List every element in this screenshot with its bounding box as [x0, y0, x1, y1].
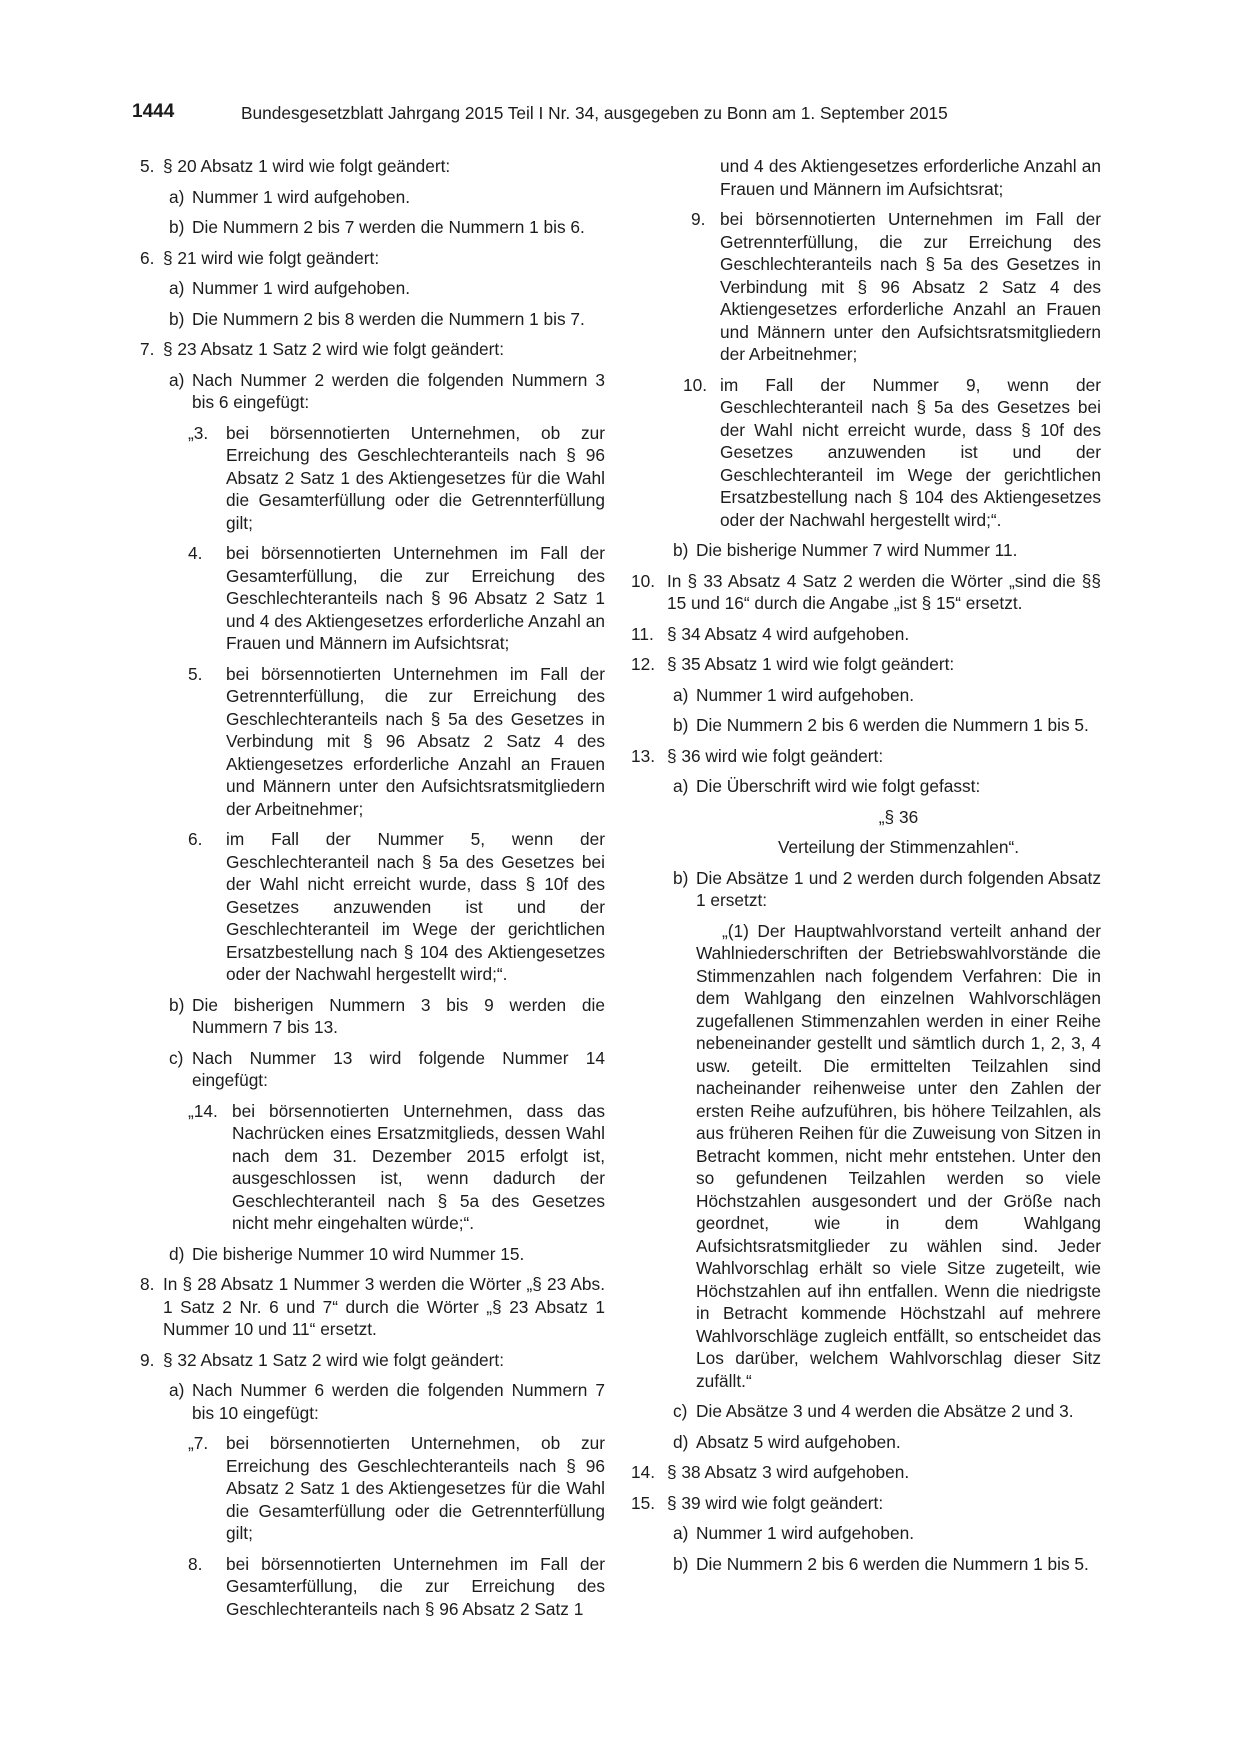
- item-number: 10.: [631, 570, 656, 591]
- item-text: Die Absätze 1 und 2 werden durch folgenden Absatz 1 ersetzt:: [696, 867, 1101, 910]
- item-text: Nummer 1 wird aufgehoben.: [192, 186, 411, 207]
- item-text: Die Nummern 2 bis 7 werden die Nummern 1 bis 6.: [192, 217, 585, 237]
- item-text: Nach Nummer 2 werden die folgenden Nummern 3 bis 6 eingefügt:: [192, 369, 605, 412]
- item-letter: d): [169, 1243, 185, 1264]
- item-number: 12.: [631, 654, 656, 674]
- item-text: bei börsennotierten Unternehmen, ob zur Erreichung des Geschlechteranteils nach § 96 Absatz 2 Satz 1 des Aktiengesetzes für die Wahl die Gesamterfüllung oder die Getrennterfüllung gilt;: [226, 1433, 605, 1543]
- item-text: Nach Nummer 6 werden die folgenden Nummern 7 bis 10 eingefügt:: [192, 1380, 605, 1423]
- item-text: Nummer 1 wird aufgehoben.: [696, 684, 915, 705]
- item-text: im Fall der Nummer 9, wenn der Geschlechteranteil nach § 5a des Gesetzes bei der Wahl nicht erreicht wurde, dass § 10f des Gesetzes anzuwenden ist und der Geschlechteranteil im Wege der gerichtlichen Ersatzbestellung nach § 104 des Aktiengesetzes oder der Nachwahl hergestellt wird;“.: [720, 374, 1101, 530]
- quoted-paragraph: „(1) Der Hauptwahlvorstand verteilt anhand der Wahlniederschriften der Betriebswahlvorstände die Stimmenzahlen nach folgendem Verfahren: Die in dem Wahlgang den einzelnen Wahlvorschlägen zugefallenen Stimmenzahlen werden in einer Reihe nebeneinander gestellt und sämtlich durch 1, 2, 3, 4 usw. geteilt. Die ermittelten Teilzahlen sind nacheinander reihenweise unter den Zahlen der ersten Reihe aufzuführen, bis höhere Teilzahlen, als aus früheren Reihen für die Zuweisung von Sitzen in Betracht kommen, nicht mehr entstehen. Unter den so gefundenen Teilzahlen werden so viele Höchstzahlen ausgesondert und der Größe nach geordnet, wie in dem Wahlgang Aufsichtsratsmitglieder zu wählen sind. Jeder Wahlvorschlag erhält so viele Sitze zugeteilt, wie Höchstzahlen auf ihn entfallen. Wenn die niedrigste in Betracht kommende Höchstzahl auf mehrere Wahlvorschläge zugleich entfällt, so entscheidet das Los darüber, welchem Wahlvorschlag dieser Sitz zufällt.“: [696, 920, 1101, 1391]
- item-text: § 39 wird wie folgt geändert:: [667, 1492, 884, 1513]
- list-item: [140, 186, 605, 209]
- list-item: [625, 539, 1101, 562]
- list-item: [140, 216, 605, 239]
- item-text: Die bisherigen Nummern 3 bis 9 werden die Nummern 7 bis 13.: [192, 994, 605, 1037]
- quoted-item: [140, 1553, 605, 1621]
- item-number: 9.: [140, 1349, 155, 1370]
- item-number: 9.: [691, 209, 706, 229]
- item-letter: c): [673, 1401, 688, 1421]
- list-item: [140, 994, 605, 1039]
- list-item: [625, 1553, 1101, 1576]
- item-text: Die bisherige Nummer 7 wird Nummer 11.: [696, 540, 1018, 560]
- list-item: [625, 745, 1101, 768]
- list-item: [625, 1522, 1101, 1545]
- item-text: Die Nummern 2 bis 8 werden die Nummern 1 bis 7.: [192, 308, 585, 329]
- item-text: Die Überschrift wird wie folgt gefasst:: [696, 776, 981, 796]
- item-number: 5.: [140, 156, 155, 176]
- item-letter: b): [673, 867, 689, 888]
- item-letter: a): [673, 1523, 689, 1543]
- item-number: 7.: [140, 339, 155, 359]
- list-item: [625, 714, 1101, 737]
- item-text: Die bisherige Nummer 10 wird Nummer 15.: [192, 1243, 525, 1264]
- item-number: 4.: [188, 543, 203, 563]
- item-number: 13.: [631, 745, 656, 766]
- item-letter: a): [673, 776, 689, 796]
- list-item: [625, 1431, 1101, 1454]
- item-number: 8.: [140, 1274, 155, 1294]
- item-text: Die Nummern 2 bis 6 werden die Nummern 1 bis 5.: [696, 715, 1089, 735]
- left-column: [140, 155, 605, 1628]
- item-text: Nach Nummer 13 wird folgende Nummer 14 eingefügt:: [192, 1047, 605, 1090]
- item-text: bei börsennotierten Unternehmen, dass das Nachrücken eines Ersatzmitglieds, dessen Wahl nach dem 31. Dezember 2015 erfolgt ist, ausgeschlossen ist, wenn dadurch der Geschlechteranteil nach § 5a des Gesetzes nicht mehr eingehalten würde;“.: [232, 1100, 605, 1233]
- item-text: § 21 wird wie folgt geändert:: [163, 247, 380, 268]
- item-text: § 35 Absatz 1 wird wie folgt geändert:: [667, 654, 955, 674]
- quoted-item: [625, 208, 1101, 366]
- list-item: [140, 1379, 605, 1424]
- list-item: [140, 369, 605, 414]
- item-text: bei börsennotierten Unternehmen im Fall der Gesamterfüllung, die zur Erreichung des Geschlechteranteils nach § 96 Absatz 2 Satz 1: [226, 1553, 605, 1619]
- section-heading-title: Verteilung der Stimmenzahlen“.: [777, 837, 1020, 857]
- quoted-item: [140, 1432, 605, 1545]
- item-text: Nummer 1 wird aufgehoben.: [192, 278, 411, 298]
- section-heading-number: „§ 36: [878, 806, 919, 827]
- item-letter: a): [169, 278, 185, 298]
- list-item: [625, 570, 1101, 615]
- item-text: bei börsennotierten Unternehmen im Fall der Gesamterfüllung, die zur Erreichung des Geschlechteranteils nach § 96 Absatz 2 Satz 1 und 4 des Aktiengesetzes erforderliche Anzahl an Frauen und Männern im Aufsichtsrat;: [226, 543, 605, 653]
- quoted-item-continuation: [625, 155, 1101, 200]
- list-item: [625, 653, 1101, 676]
- item-letter: a): [169, 369, 185, 390]
- right-column: [625, 155, 1101, 1583]
- item-text: § 34 Absatz 4 wird aufgehoben.: [667, 623, 910, 644]
- item-number: 14.: [631, 1462, 656, 1482]
- quoted-item: [140, 1100, 605, 1235]
- list-item: [625, 684, 1101, 707]
- item-number: 10.: [683, 374, 708, 395]
- item-text: § 23 Absatz 1 Satz 2 wird wie folgt geändert:: [163, 339, 505, 359]
- list-item: [140, 308, 605, 331]
- list-item: [140, 155, 605, 178]
- list-item: [625, 1461, 1101, 1484]
- page-number: 1444: [132, 101, 175, 122]
- item-text: § 38 Absatz 3 wird aufgehoben.: [667, 1462, 910, 1482]
- item-letter: d): [673, 1431, 689, 1452]
- quoted-item: [140, 422, 605, 535]
- list-item: [140, 1273, 605, 1341]
- item-text: im Fall der Nummer 5, wenn der Geschlechteranteil nach § 5a des Gesetzes bei der Wahl nicht erreicht wurde, dass § 10f des Gesetzes anzuwenden ist und der Geschlechteranteil im Wege der gerichtlichen Ersatzbestellung nach § 104 des Aktiengesetzes oder der Nachwahl hergestellt wird;“.: [226, 829, 605, 984]
- item-text: Die Absätze 3 und 4 werden die Absätze 2 und 3.: [696, 1401, 1074, 1421]
- quoted-item: [140, 663, 605, 821]
- item-text: § 32 Absatz 1 Satz 2 wird wie folgt geändert:: [163, 1349, 505, 1370]
- list-item: [140, 1243, 605, 1266]
- item-number: „14.: [188, 1100, 218, 1121]
- item-text: bei börsennotierten Unternehmen, ob zur Erreichung des Geschlechteranteils nach § 96 Absatz 2 Satz 1 des Aktiengesetzes für die Wahl die Gesamterfüllung oder die Getrennterfüllung gilt;: [226, 422, 605, 533]
- item-number: 6.: [140, 247, 155, 268]
- item-letter: b): [673, 715, 689, 735]
- item-letter: b): [169, 994, 185, 1015]
- item-number: 6.: [188, 829, 203, 849]
- quoted-item: [140, 542, 605, 655]
- list-item: [625, 1492, 1101, 1515]
- item-text: In § 33 Absatz 4 Satz 2 werden die Wörter „sind die §§ 15 und 16“ durch die Angabe „ist § 15“ ersetzt.: [667, 570, 1101, 613]
- item-letter: a): [169, 186, 185, 207]
- item-number: „3.: [188, 422, 209, 443]
- item-number: 11.: [631, 623, 654, 644]
- item-letter: a): [169, 1380, 185, 1400]
- item-text: Die Nummern 2 bis 6 werden die Nummern 1 bis 5.: [696, 1553, 1089, 1574]
- item-text: und 4 des Aktiengesetzes erforderliche Anzahl an Frauen und Männern im Aufsichtsrat;: [720, 156, 1101, 199]
- item-number: 8.: [188, 1553, 203, 1574]
- list-item: [140, 277, 605, 300]
- list-item: [140, 1047, 605, 1092]
- item-letter: a): [673, 684, 689, 705]
- item-number: 15.: [631, 1492, 656, 1513]
- list-item: [625, 1400, 1101, 1423]
- item-text: § 20 Absatz 1 wird wie folgt geändert:: [163, 156, 451, 176]
- item-text: In § 28 Absatz 1 Nummer 3 werden die Wörter „§ 23 Abs. 1 Satz 2 Nr. 6 und 7“ durch die Wörter „§ 23 Absatz 1 Nummer 10 und 11“ ersetzt.: [163, 1274, 605, 1339]
- item-text: Nummer 1 wird aufgehoben.: [696, 1523, 915, 1543]
- quoted-item: [140, 828, 605, 986]
- quoted-item: [625, 374, 1101, 532]
- running-title: Bundesgesetzblatt Jahrgang 2015 Teil I Nr. 34, ausgegeben zu Bonn am 1. September 2015: [241, 103, 948, 123]
- item-text: § 36 wird wie folgt geändert:: [667, 745, 884, 766]
- list-item: [625, 867, 1101, 912]
- item-letter: b): [169, 217, 185, 237]
- item-text: Absatz 5 wird aufgehoben.: [696, 1431, 901, 1452]
- item-letter: b): [169, 308, 185, 329]
- list-item: [625, 623, 1101, 646]
- item-letter: c): [169, 1047, 184, 1068]
- item-text: bei börsennotierten Unternehmen im Fall der Getrennterfüllung, die zur Erreichung des Geschlechteranteils nach § 5a des Gesetzes in Verbindung mit § 96 Absatz 2 Satz 4 des Aktiengesetzes erforderliche Anzahl an Frauen und Männern unter den Aufsichtsratsmitgliedern der Arbeitnehmer;: [226, 663, 605, 819]
- list-item: [625, 775, 1101, 798]
- list-item: [140, 247, 605, 270]
- item-letter: b): [673, 540, 689, 560]
- item-text: bei börsennotierten Unternehmen im Fall der Getrennterfüllung, die zur Erreichung des Geschlechteranteils nach § 5a des Gesetzes in Verbindung mit § 96 Absatz 2 Satz 4 des Aktiengesetzes erforderliche Anzahl an Frauen und Männern unter den Aufsichtsratsmitgliedern der Arbeitnehmer;: [720, 209, 1101, 364]
- item-number: „7.: [188, 1433, 209, 1453]
- item-letter: b): [673, 1553, 689, 1574]
- list-item: [140, 1349, 605, 1372]
- item-number: 5.: [188, 663, 203, 684]
- list-item: [140, 338, 605, 361]
